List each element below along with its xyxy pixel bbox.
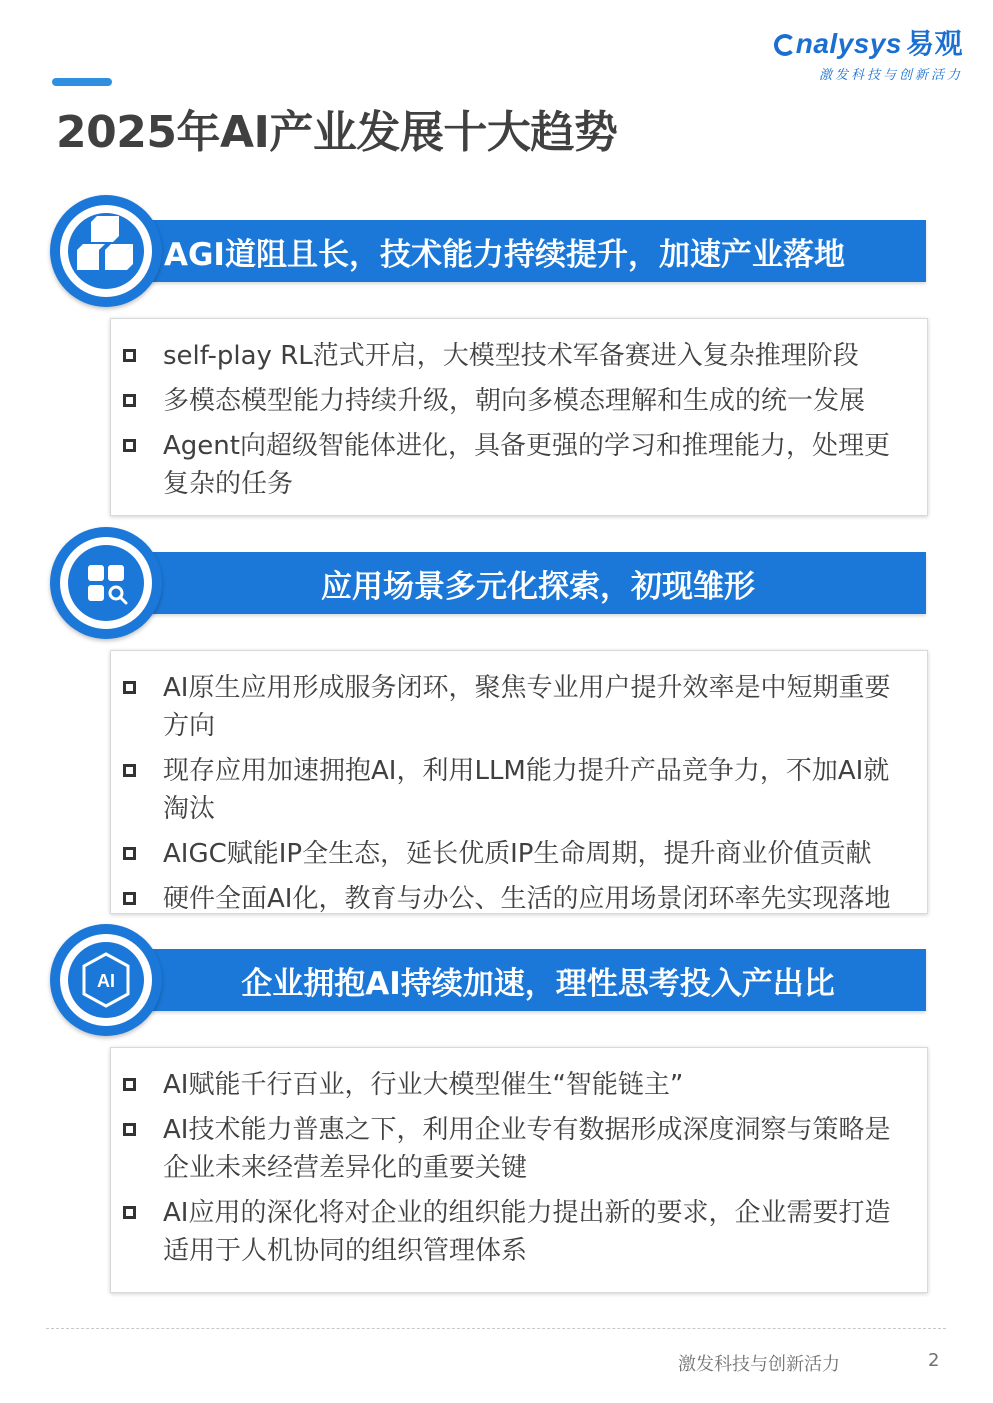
ai-chip-icon [50, 924, 162, 1036]
checkbox-square-icon [123, 349, 136, 362]
brand-logo [774, 22, 963, 83]
list-item: 多模态模型能力持续升级，朝向多模态理解和生成的统一发展 [111, 382, 927, 420]
list-item: AI技术能力普惠之下，利用企业专有数据形成深度洞察与策略是企业未来经营差异化的重要关键 [111, 1111, 927, 1187]
logo-tagline: 激发科技与创新活力 [818, 68, 963, 83]
list-item: AI赋能千行百业，行业大模型催生“智能链主” [111, 1066, 927, 1104]
list-item: Agent向超级智能体进化，具备更强的学习和推理能力，处理更复杂的任务 [111, 427, 927, 503]
cubes-icon [50, 195, 162, 307]
page-title: 2025年AI产业发展十大趋势 [56, 107, 618, 158]
logo-latin: nalysys [795, 28, 902, 59]
section-1-badge [50, 195, 162, 307]
list-item: AI应用的深化将对企业的组织能力提出新的要求，企业需要打造适用于人机协同的组织管理体系 [111, 1194, 927, 1270]
section-1-content [110, 318, 928, 516]
list-item: 硬件全面AI化，教育与办公、生活的应用场景闭环率先实现落地 [111, 880, 927, 918]
checkbox-square-icon [123, 394, 136, 407]
section-1-heading [150, 220, 926, 282]
list-item: 现存应用加速拥抱AI，利用LLM能力提升产品竞争力，不加AI就淘汰 [111, 752, 927, 828]
logo-wordmark [774, 22, 963, 62]
footer-tagline: 激发科技与创新活力 [678, 1354, 840, 1375]
section-2-heading-text: 应用场景多元化探索，初现雏形 [321, 568, 755, 605]
list-item: AI原生应用形成服务闭环，聚焦专业用户提升效率是中短期重要方向 [111, 669, 927, 745]
checkbox-square-icon [123, 847, 136, 860]
section-1-heading-text: AGI道阻且长，技术能力持续提升，加速产业落地 [164, 236, 845, 273]
checkbox-square-icon [123, 681, 136, 694]
svg-text:AI: AI [97, 971, 115, 991]
title-accent-bar [52, 78, 112, 86]
logo-swirl-icon [774, 34, 796, 56]
page-number: 2 [928, 1350, 940, 1371]
footer-divider [46, 1328, 946, 1329]
list-item: AIGC赋能IP全生态，延长优质IP生命周期，提升商业价值贡献 [111, 835, 927, 873]
checkbox-square-icon [123, 1206, 136, 1219]
section-2-heading [150, 552, 926, 614]
section-3-heading-text: 企业拥抱AI持续加速，理性思考投入产出比 [241, 965, 835, 1002]
checkbox-square-icon [123, 892, 136, 905]
section-2-badge [50, 527, 162, 639]
section-2-content [110, 650, 928, 914]
section-3-content [110, 1047, 928, 1293]
checkbox-square-icon [123, 1123, 136, 1136]
checkbox-square-icon [123, 1078, 136, 1091]
section-3-badge [50, 924, 162, 1036]
logo-cn: 易观 [905, 27, 963, 60]
checkbox-square-icon [123, 439, 136, 452]
app-search-icon [50, 527, 162, 639]
section-3-heading [150, 949, 926, 1011]
checkbox-square-icon [123, 764, 136, 777]
list-item: self-play RL范式开启，大模型技术军备赛进入复杂推理阶段 [111, 337, 927, 375]
